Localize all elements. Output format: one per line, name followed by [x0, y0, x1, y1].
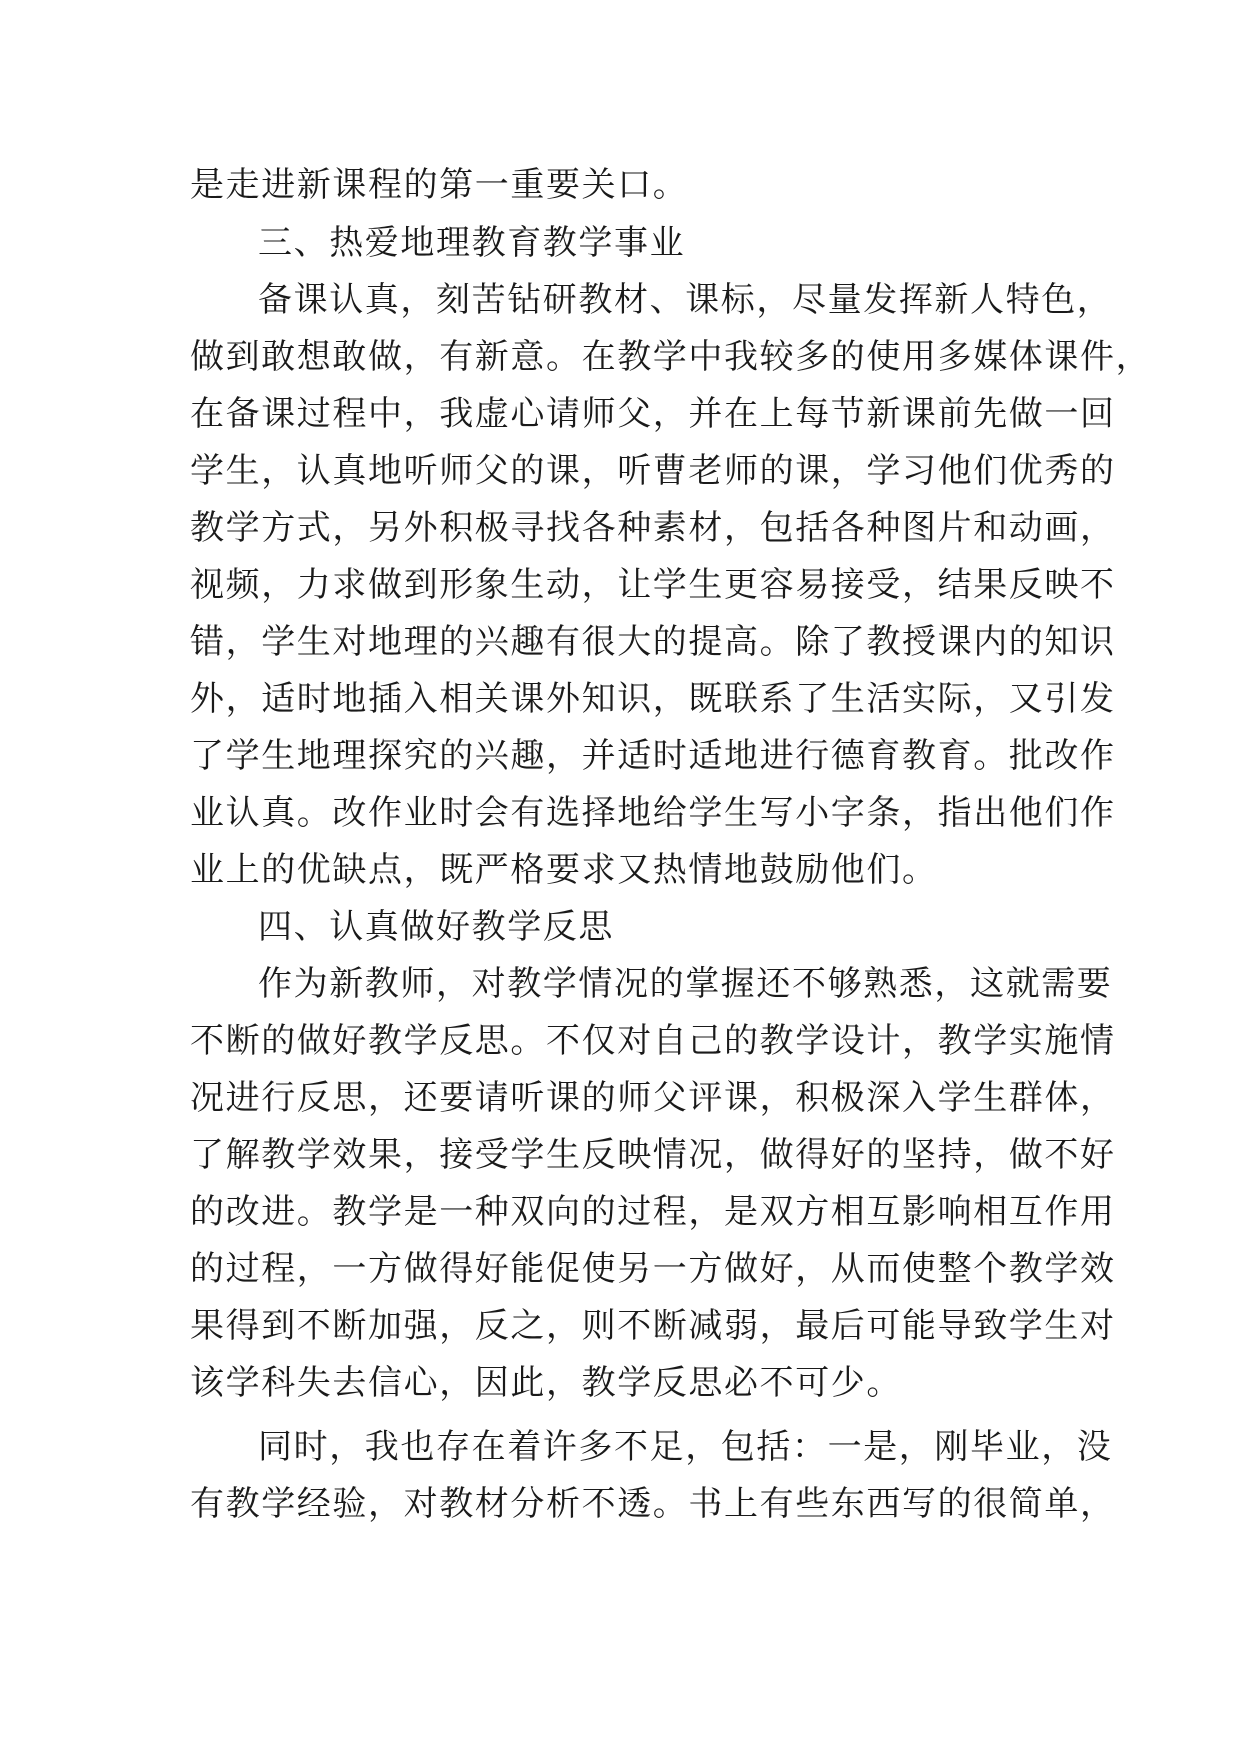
text-line: 的过程，一方做得好能促使另一方做好，从而使整个教学效: [190, 1249, 1116, 1289]
text-line: 有教学经验，对教材分析不透。书上有些东西写的很简单，: [190, 1484, 1116, 1524]
text-line: 视频，力求做到形象生动，让学生更容易接受，结果反映不: [190, 565, 1116, 605]
text-line: 业上的优缺点，既严格要求又热情地鼓励他们。: [190, 850, 938, 890]
text-line: 教学方式，另外积极寻找各种素材，包括各种图片和动画，: [190, 508, 1116, 548]
text-line: 在备课过程中，我虚心请师父，并在上每节新课前先做一回: [190, 394, 1116, 434]
text-line: 备课认真，刻苦钻研教材、课标，尽量发挥新人特色，: [258, 280, 1113, 320]
text-line: 不断的做好教学反思。不仅对自己的教学设计，教学实施情: [190, 1021, 1116, 1061]
text-line: 是走进新课程的第一重要关口。: [190, 165, 689, 205]
text-line: 该学科失去信心，因此，教学反思必不可少。: [190, 1363, 902, 1403]
text-line: 作为新教师，对教学情况的掌握还不够熟悉，这就需要: [258, 964, 1113, 1004]
text-line: 同时，我也存在着许多不足，包括：一是，刚毕业，没: [258, 1427, 1113, 1467]
section-heading: 四、认真做好教学反思: [258, 907, 614, 947]
text-line: 了解教学效果，接受学生反映情况，做得好的坚持，做不好: [190, 1135, 1116, 1175]
text-line: 了学生地理探究的兴趣，并适时适地进行德育教育。批改作: [190, 736, 1116, 776]
section-heading: 三、热爱地理教育教学事业: [258, 223, 686, 263]
text-line: 业认真。改作业时会有选择地给学生写小字条，指出他们作: [190, 793, 1116, 833]
text-line: 错，学生对地理的兴趣有很大的提高。除了教授课内的知识: [190, 622, 1116, 662]
text-line: 的改进。教学是一种双向的过程，是双方相互影响相互作用: [190, 1192, 1116, 1232]
text-line: 果得到不断加强，反之，则不断减弱，最后可能导致学生对: [190, 1306, 1116, 1346]
text-line: 况进行反思，还要请听课的师父评课，积极深入学生群体，: [190, 1078, 1116, 1118]
text-line: 学生，认真地听师父的课，听曹老师的课，学习他们优秀的: [190, 451, 1116, 491]
text-line: 外，适时地插入相关课外知识，既联系了生活实际，又引发: [190, 679, 1116, 719]
text-line: 做到敢想敢做，有新意。在教学中我较多的使用多媒体课件，: [190, 337, 1152, 377]
